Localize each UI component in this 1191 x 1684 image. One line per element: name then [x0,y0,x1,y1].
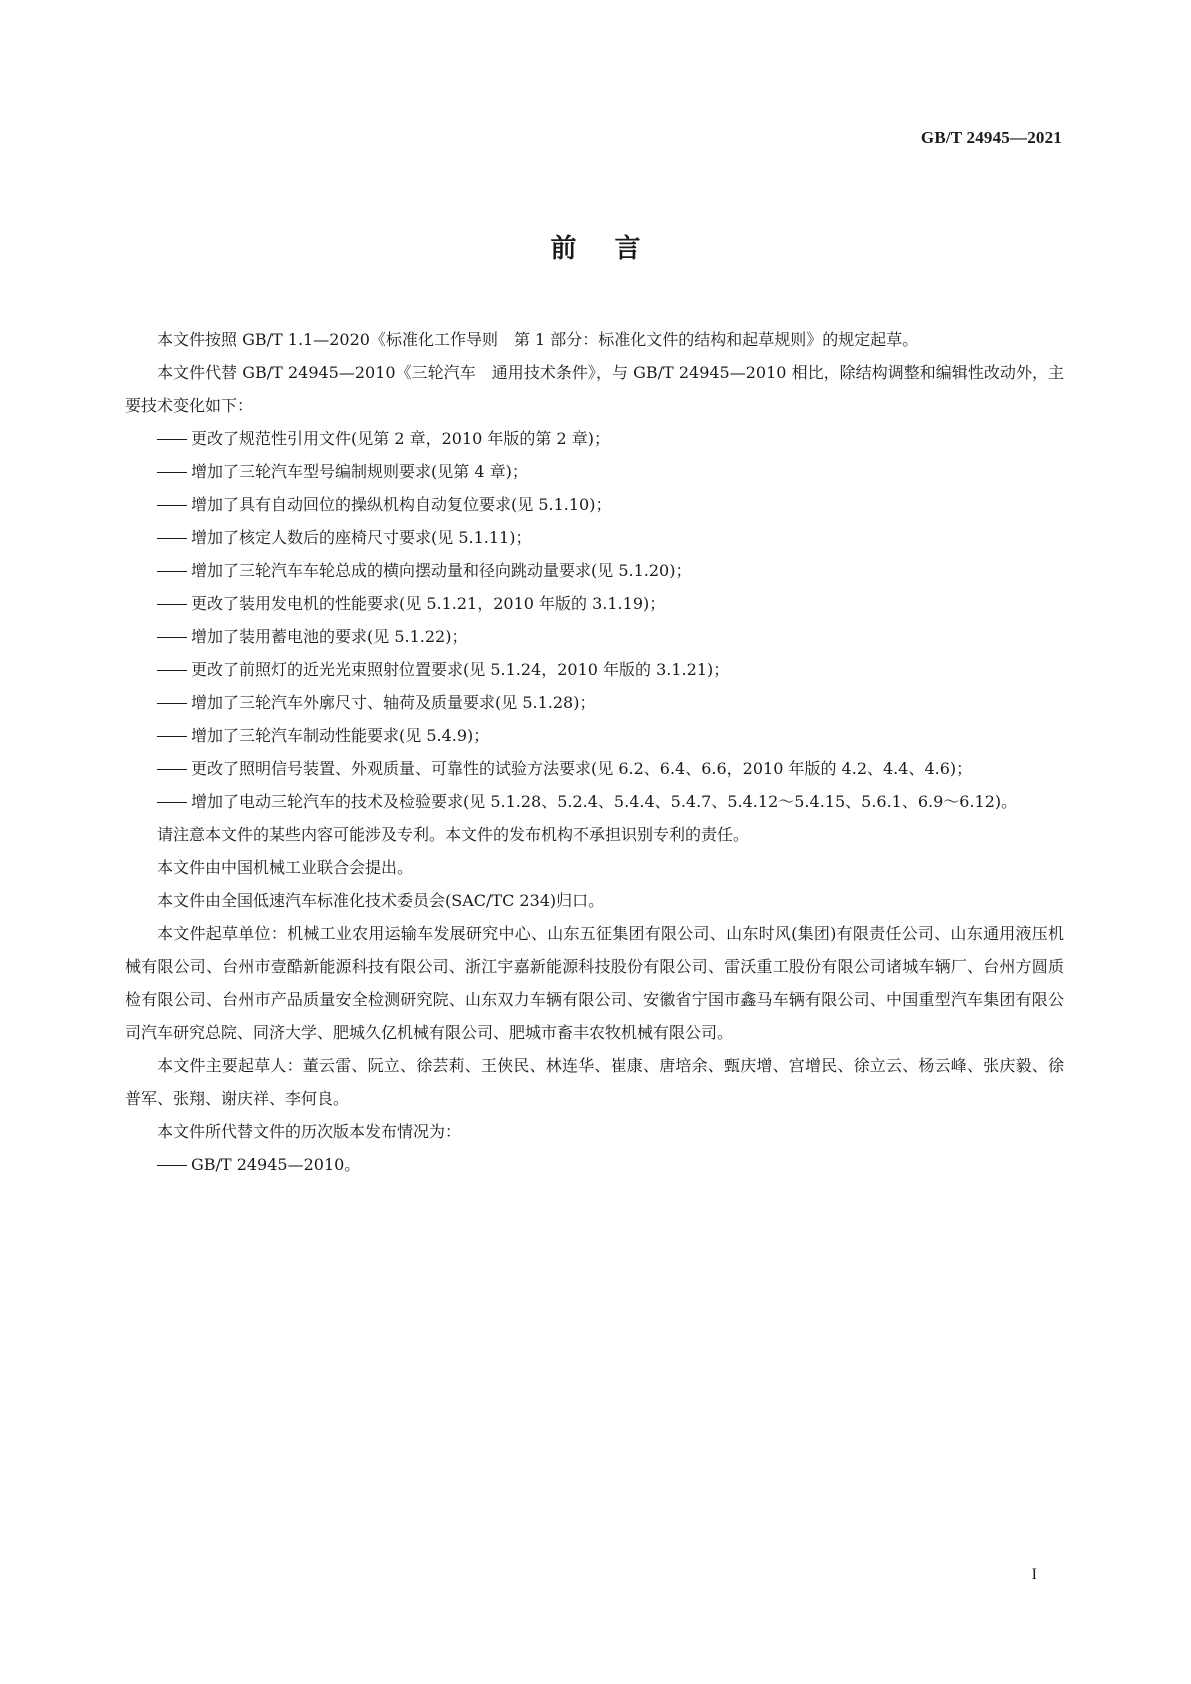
list-item [125,587,1064,620]
history-item-text: GB/T 24945—2010。 [191,1155,361,1174]
dash-marker [157,686,191,719]
document-body [125,323,1064,1181]
list-item [125,455,1064,488]
list-item [125,719,1064,752]
list-item-text: 更改了前照灯的近光光束照射位置要求(见 5.1.24，2010 年版的 3.1.21)； [191,660,730,679]
paragraph-technical-committee: 本文件由全国低速汽车标准化技术委员会(SAC/TC 234)归口。 [157,891,605,910]
list-item [125,686,1064,719]
list-item [125,653,1064,686]
paragraph-version-history: 本文件所代替文件的历次版本发布情况为： [157,1122,462,1141]
dash-marker [157,521,191,554]
document-code: GB/T 24945—2021 [920,128,1062,147]
dash-marker [157,455,191,488]
paragraph-proposer: 本文件由中国机械工业联合会提出。 [157,858,414,877]
dash-marker [157,785,191,818]
dash-marker [157,620,191,653]
dash-marker [157,653,191,686]
list-item-text: 更改了照明信号装置、外观质量、可靠性的试验方法要求(见 6.2、6.4、6.6，2010 年版的 4.2、4.4、4.6)； [191,759,973,778]
list-item [125,488,1064,521]
list-item-text: 增加了三轮汽车型号编制规则要求(见第 4 章)； [191,462,528,481]
list-item-text: 增加了三轮汽车外廓尺寸、轴荷及质量要求(见 5.1.28)； [191,693,596,712]
technical-changes-list [125,422,1064,818]
page-number: I [1031,1566,1037,1583]
paragraph-main-drafters: 本文件主要起草人：董云雷、阮立、徐芸莉、王俠民、林连华、崔康、唐培余、甄庆增、宫增民、徐立云、杨云峰、张庆毅、徐普军、张翔、谢庆祥、李何良。 [125,1056,1064,1108]
list-item [125,422,1064,455]
list-item [125,785,1064,818]
list-item-text: 增加了电动三轮汽车的技术及检验要求(见 5.1.28、5.2.4、5.4.4、5.4.7、5.4.12～5.4.15、5.6.1、6.9～6.12)。 [191,792,1018,811]
list-item [125,521,1064,554]
list-item-text: 更改了装用发电机的性能要求(见 5.1.21，2010 年版的 3.1.19)； [191,594,666,613]
list-item [125,620,1064,653]
list-item-text: 增加了三轮汽车制动性能要求(见 5.4.9)； [191,726,490,745]
list-item-text: 增加了核定人数后的座椅尺寸要求(见 5.1.11)； [191,528,532,547]
dash-marker [157,752,191,785]
list-item [125,554,1064,587]
list-item [125,752,1064,785]
list-item-text: 增加了具有自动回位的操纵机构自动复位要求(见 5.1.10)； [191,495,612,514]
list-item-text: 增加了三轮汽车车轮总成的横向摆动量和径向跳动量要求(见 5.1.20)； [191,561,692,580]
dash-marker [157,587,191,620]
dash-marker [157,1148,191,1181]
dash-marker [157,488,191,521]
list-item-text: 更改了规范性引用文件(见第 2 章，2010 年版的第 2 章)； [191,429,610,448]
page-title: 前言 [550,234,679,264]
dash-marker [157,554,191,587]
dash-marker [157,422,191,455]
paragraph-replacement-note: 本文件代替 GB/T 24945—2010《三轮汽车 通用技术条件》，与 GB/T 24945—2010 相比，除结构调整和编辑性改动外，主要技术变化如下： [125,363,1064,415]
paragraph-drafting-organizations: 本文件起草单位：机械工业农用运输车发展研究中心、山东五征集团有限公司、山东时风(集团)有限责任公司、山东通用液压机械有限公司、台州市壹酷新能源科技有限公司、浙江宇嘉新能源科技股份有限公司、雷沃重工股份有限公司诸城车辆厂、台州方圆质检有限公司、台州市产品质量安全检测研究院、山东双力车辆有限公司、安徽省宁国市鑫马车辆有限公司、中国重型汽车集团有限公司汽车研究总院、同济大学、肥城久亿机械有限公司、肥城市畜丰农牧机械有限公司。 [125,924,1064,1042]
paragraph-patent-notice: 请注意本文件的某些内容可能涉及专利。本文件的发布机构不承担识别专利的责任。 [157,825,750,844]
list-item-text: 增加了装用蓄电池的要求(见 5.1.22)； [191,627,468,646]
paragraph-drafting-rules: 本文件按照 GB/T 1.1—2020《标准化工作导则 第 1 部分：标准化文件的结构和起草规则》的规定起草。 [157,330,919,349]
history-item [125,1148,1064,1181]
dash-marker [157,719,191,752]
